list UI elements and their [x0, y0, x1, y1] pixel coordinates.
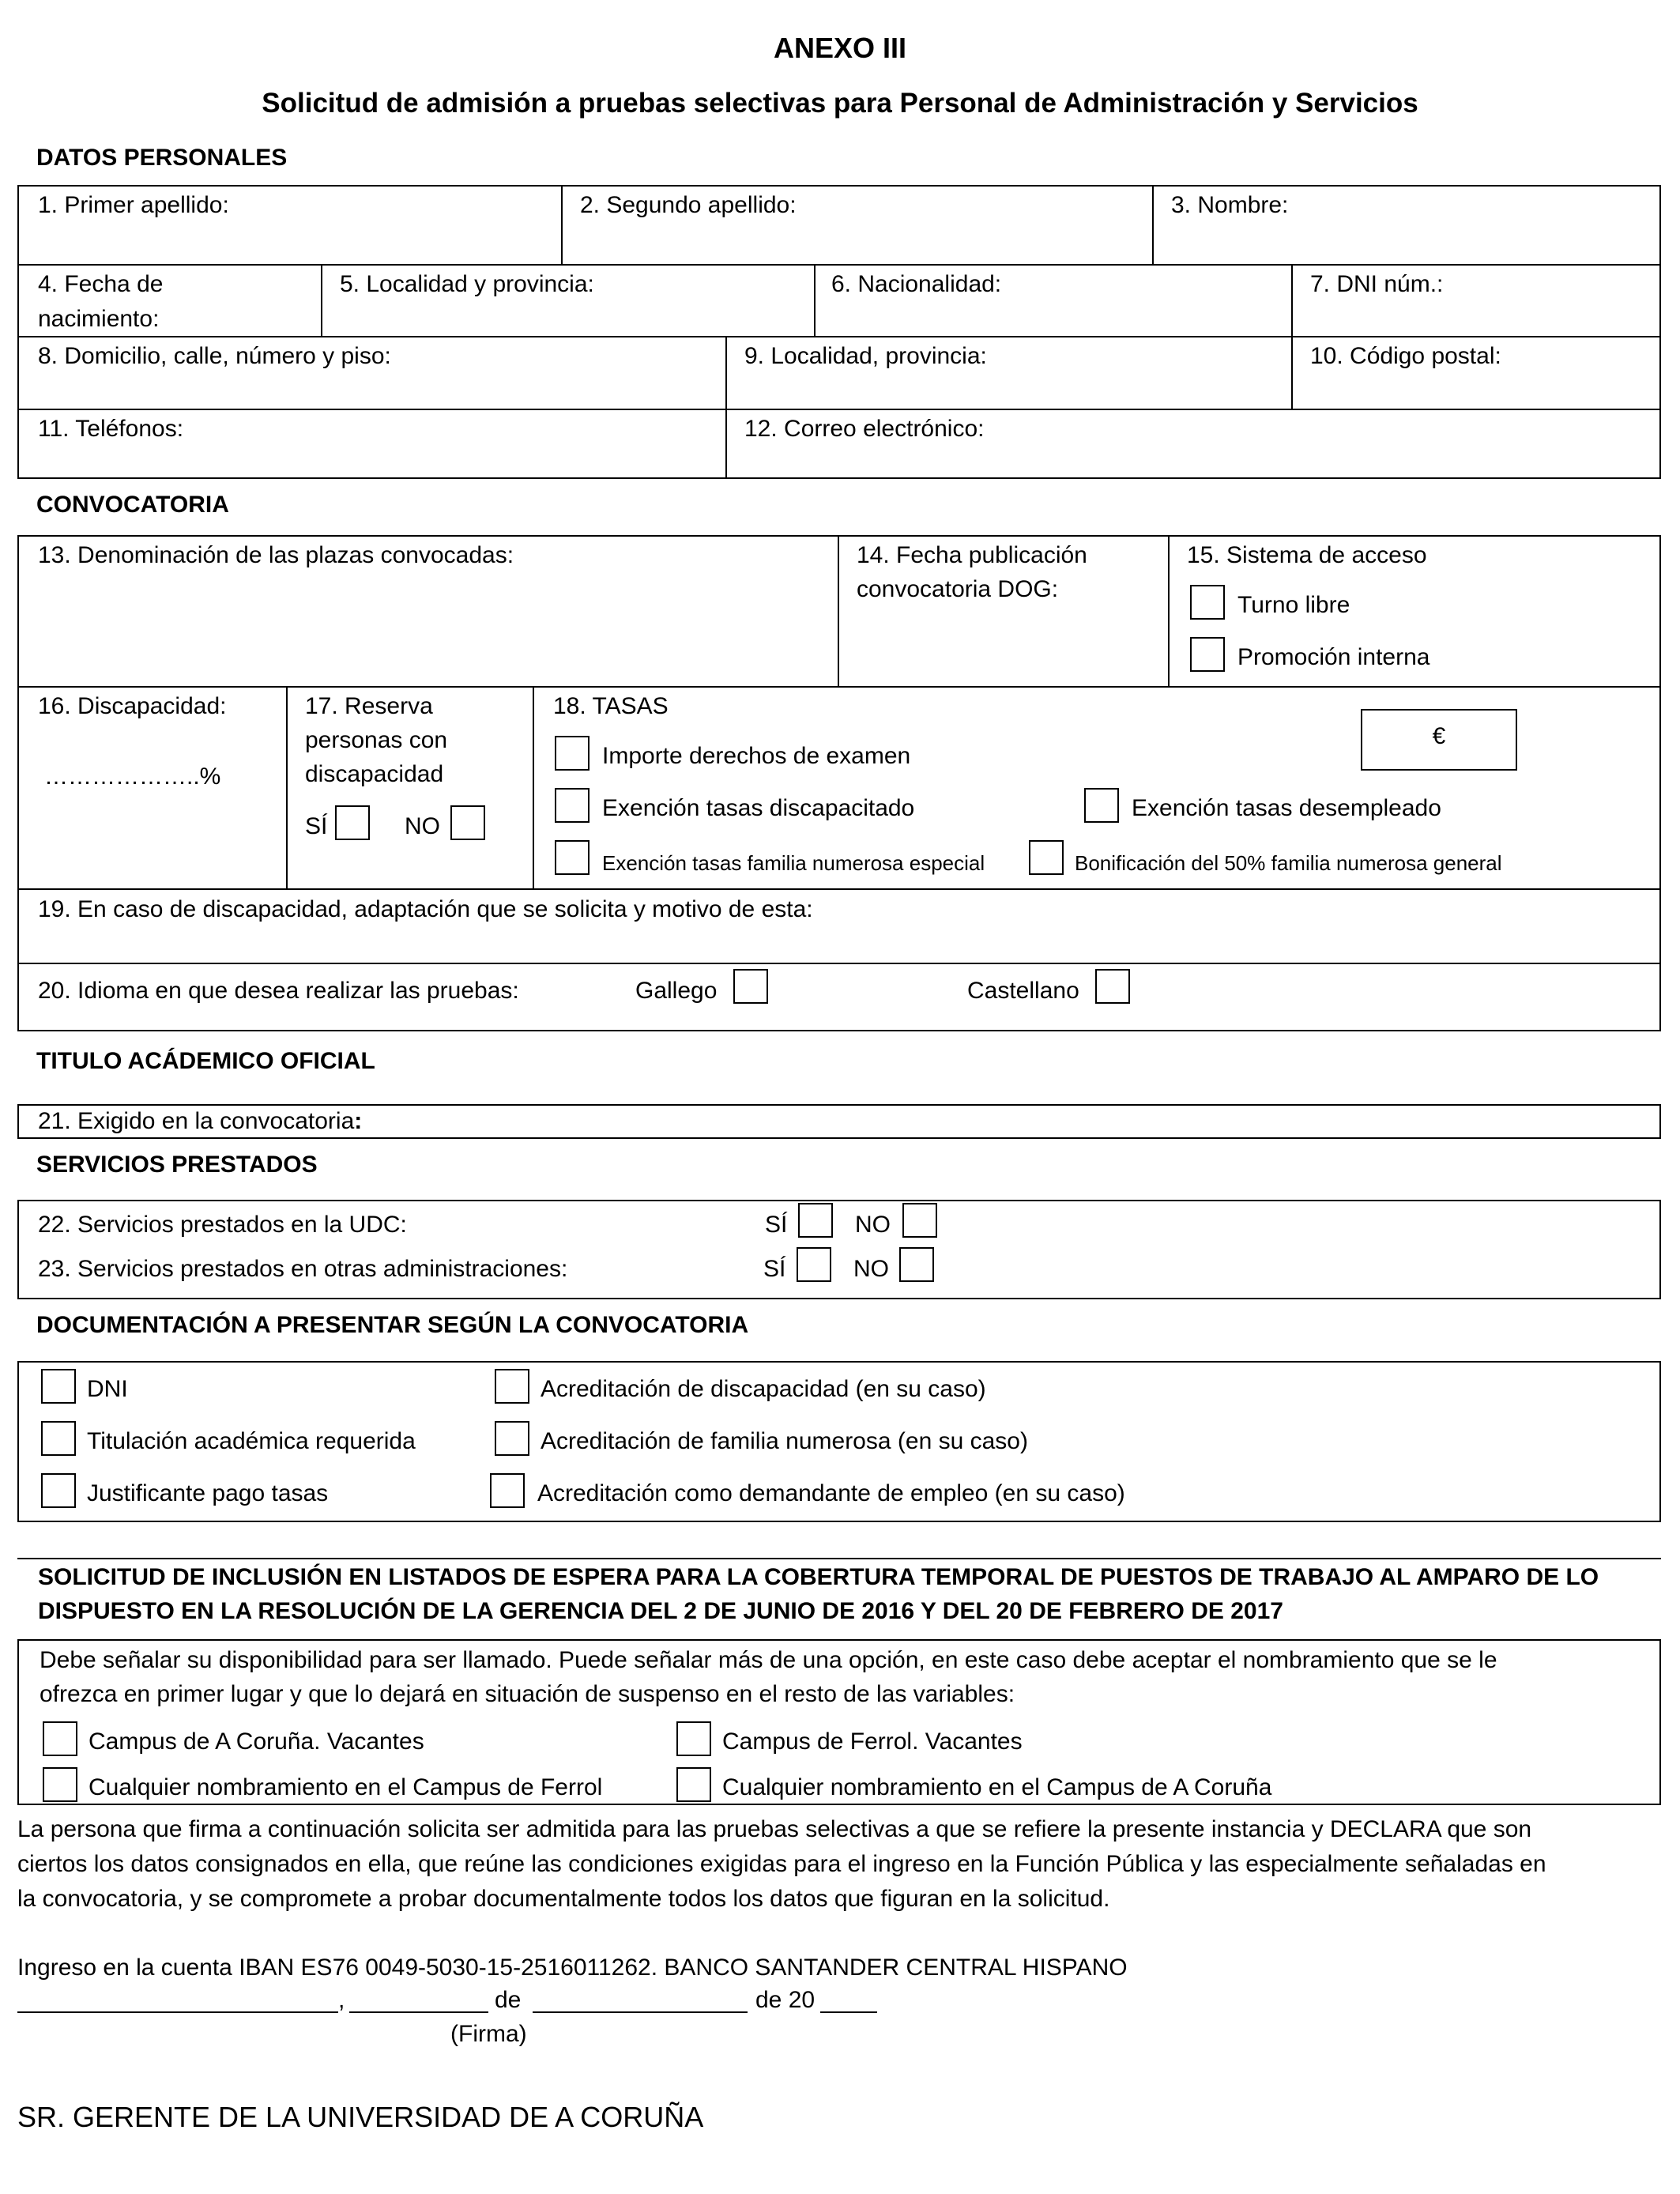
divider: [17, 888, 1661, 890]
field-required-degree[interactable]: [38, 1108, 362, 1135]
label-internal-promotion: Promoción interna: [1237, 644, 1430, 670]
label-other-yes: SÍ: [763, 1256, 786, 1282]
checkbox-doc-degree[interactable]: [41, 1421, 76, 1456]
checkbox-doc-job-seeker[interactable]: [490, 1473, 525, 1508]
field-disability: 16. Discapacidad:: [38, 693, 227, 719]
label-exemption-disability: Exención tasas discapacitado: [602, 795, 915, 821]
divider: [17, 686, 1661, 688]
label-de-year: de 20: [755, 1987, 816, 2013]
divider: [814, 264, 816, 336]
checkbox-exemption-unemployed[interactable]: [1084, 788, 1119, 823]
divider: [561, 185, 563, 264]
label-other-no: NO: [853, 1256, 889, 1282]
declaration-text-line3: la convocatoria, y se compromete a probar documentalmente todos los datos que figuran en la solicitud.: [17, 1886, 1110, 1912]
waitlist-intro: Debe señalar su disponibilidad para ser llamado. Puede señalar más de una opción, en este caso debe aceptar el nombramiento que se le: [40, 1647, 1497, 1673]
declaration-text-line2: ciertos los datos consignados en ella, que reúne las condiciones exigidas para el ingreso en la Función Pública y las especialmente señaladas en: [17, 1851, 1546, 1877]
field-required-degree-colon: :: [354, 1108, 363, 1134]
label-udc-no: NO: [855, 1212, 891, 1238]
checkbox-galician[interactable]: [733, 969, 768, 1004]
field-required-degree-label: 21. Exigido en la convocatoria: [38, 1108, 355, 1134]
section-degree: TITULO ACÁDEMICO OFICIAL: [36, 1048, 375, 1074]
divider: [533, 686, 534, 888]
checkbox-free-turn[interactable]: [1190, 585, 1225, 620]
form-title: Solicitud de admisión a pruebas selectivas para Personal de Administración y Servicios: [262, 88, 1418, 119]
field-address-locality[interactable]: 9. Localidad, provincia:: [744, 343, 987, 369]
checkbox-internal-promotion[interactable]: [1190, 637, 1225, 672]
checkbox-doc-disability[interactable]: [495, 1369, 529, 1404]
section-waitlist: SOLICITUD DE INCLUSIÓN EN LISTADOS DE ESPERA PARA LA COBERTURA TEMPORAL DE PUESTOS DE TRABAJO AL AMPARO DE LO: [38, 1564, 1599, 1590]
divider: [1291, 336, 1293, 409]
field-reserve-line2: personas con: [305, 727, 448, 753]
checkbox-udc-yes[interactable]: [798, 1203, 833, 1238]
annex-title: ANEXO III: [773, 32, 907, 64]
label-coruna-vacancies: Campus de A Coruña. Vacantes: [89, 1728, 424, 1755]
label-spanish: Castellano: [967, 978, 1079, 1004]
day-blank[interactable]: [349, 2011, 488, 2013]
divider: [321, 264, 322, 336]
divider: [17, 1558, 1661, 1559]
divider: [286, 686, 288, 888]
field-postal-code[interactable]: 10. Código postal:: [1310, 343, 1501, 369]
label-doc-fee-receipt: Justificante pago tasas: [87, 1480, 329, 1506]
checkbox-bonus-large-family[interactable]: [1029, 840, 1064, 875]
checkbox-spanish[interactable]: [1095, 969, 1130, 1004]
waitlist-intro-line2: ofrezca en primer lugar y que lo dejará en situación de suspenso en el resto de las variables:: [40, 1681, 1015, 1707]
declaration-text: La persona que firma a continuación solicita ser admitida para las pruebas selectivas a que se refiere la presente instancia y DECLARA que son: [17, 1816, 1532, 1842]
addressee: SR. GERENTE DE LA UNIVERSIDAD DE A CORUÑA: [17, 2101, 704, 2133]
comma: ,: [338, 1987, 345, 2013]
checkbox-exemption-disability[interactable]: [555, 788, 590, 823]
checkbox-udc-no[interactable]: [902, 1203, 937, 1238]
checkbox-ferrol-vacancies[interactable]: [676, 1721, 711, 1756]
field-dog-date[interactable]: 14. Fecha publicación: [857, 542, 1087, 568]
field-positions[interactable]: 13. Denominación de las plazas convocadas:: [38, 542, 514, 568]
field-access-system: 15. Sistema de acceso: [1187, 542, 1427, 568]
label-de: de: [495, 1987, 522, 2013]
label-udc-yes: SÍ: [765, 1212, 788, 1238]
field-phones[interactable]: 11. Teléfonos:: [38, 416, 184, 442]
label-doc-degree: Titulación académica requerida: [87, 1428, 416, 1454]
field-reserve-line3: discapacidad: [305, 761, 444, 787]
label-reserve-yes: SÍ: [305, 813, 328, 839]
checkbox-doc-fee-receipt[interactable]: [41, 1473, 76, 1508]
field-other-services: 23. Servicios prestados en otras administraciones:: [38, 1256, 568, 1282]
field-birth-date-line2: nacimiento:: [38, 306, 160, 332]
field-email[interactable]: 12. Correo electrónico:: [744, 416, 985, 442]
label-exam-fee: Importe derechos de examen: [602, 743, 911, 769]
divider: [838, 535, 839, 686]
year-blank[interactable]: [820, 2011, 877, 2013]
label-any-ferrol: Cualquier nombramiento en el Campus de Ferrol: [89, 1774, 603, 1800]
label-exemption-unemployed: Exención tasas desempleado: [1132, 795, 1441, 821]
checkbox-doc-large-family[interactable]: [495, 1421, 529, 1456]
checkbox-reserve-no[interactable]: [450, 805, 485, 840]
label-bonus-large-family: Bonificación del 50% familia numerosa general: [1075, 851, 1502, 875]
field-dni[interactable]: 7. DNI núm.:: [1310, 271, 1444, 297]
euro-symbol: €: [1432, 723, 1446, 749]
label-exemption-large-family: Exención tasas familia numerosa especial: [602, 851, 985, 875]
label-doc-job-seeker: Acreditación como demandante de empleo (en su caso): [537, 1480, 1125, 1506]
divider: [1168, 535, 1170, 686]
checkbox-any-ferrol[interactable]: [43, 1767, 77, 1802]
label-doc-dni: DNI: [87, 1376, 128, 1402]
checkbox-exam-fee[interactable]: [555, 736, 590, 771]
divider: [17, 336, 1661, 337]
field-first-surname[interactable]: 1. Primer apellido:: [38, 192, 229, 218]
label-doc-large-family: Acreditación de familia numerosa (en su caso): [541, 1428, 1028, 1454]
checkbox-other-yes[interactable]: [797, 1247, 831, 1282]
call-table: [17, 535, 1661, 1031]
divider: [17, 963, 1661, 964]
bank-account: Ingreso en la cuenta IBAN ES76 0049-5030-15-2516011262. BANCO SANTANDER CENTRAL HISPANO: [17, 1955, 1128, 1981]
checkbox-coruna-vacancies[interactable]: [43, 1721, 77, 1756]
field-reserve: 17. Reserva: [305, 693, 433, 719]
field-disability-percent[interactable]: ………………..%: [44, 763, 221, 790]
checkbox-doc-dni[interactable]: [41, 1369, 76, 1404]
field-dog-date-line2: convocatoria DOG:: [857, 576, 1059, 602]
field-fees: 18. TASAS: [553, 693, 669, 719]
divider: [17, 264, 1661, 266]
label-galician: Gallego: [635, 978, 718, 1004]
divider: [1291, 264, 1293, 336]
divider: [1152, 185, 1154, 264]
label-any-coruna: Cualquier nombramiento en el Campus de A Coruña: [722, 1774, 1272, 1800]
field-second-surname[interactable]: 2. Segundo apellido:: [580, 192, 797, 218]
month-blank[interactable]: [533, 2011, 748, 2013]
place-blank[interactable]: [17, 2011, 338, 2013]
checkbox-exemption-large-family[interactable]: [555, 840, 590, 875]
section-personal-data: DATOS PERSONALES: [36, 145, 288, 171]
divider: [725, 336, 727, 479]
checkbox-any-coruna[interactable]: [676, 1767, 711, 1802]
field-name[interactable]: 3. Nombre:: [1171, 192, 1289, 218]
field-adaptation[interactable]: 19. En caso de discapacidad, adaptación que se solicita y motivo de esta:: [38, 896, 813, 922]
checkbox-other-no[interactable]: [899, 1247, 934, 1282]
label-reserve-no: NO: [405, 813, 440, 839]
label-ferrol-vacancies: Campus de Ferrol. Vacantes: [722, 1728, 1023, 1755]
field-birth-date[interactable]: 4. Fecha de: [38, 271, 164, 297]
checkbox-reserve-yes[interactable]: [335, 805, 370, 840]
label-free-turn: Turno libre: [1237, 592, 1350, 618]
field-nationality[interactable]: 6. Nacionalidad:: [831, 271, 1002, 297]
field-udc-services: 22. Servicios prestados en la UDC:: [38, 1212, 407, 1238]
section-documents: DOCUMENTACIÓN A PRESENTAR SEGÚN LA CONVOCATORIA: [36, 1312, 749, 1338]
signature-label: (Firma): [450, 2021, 527, 2047]
field-address[interactable]: 8. Domicilio, calle, número y piso:: [38, 343, 391, 369]
section-waitlist-line2: DISPUESTO EN LA RESOLUCIÓN DE LA GERENCIA DEL 2 DE JUNIO DE 2016 Y DEL 20 DE FEBRERO DE 2017: [38, 1598, 1283, 1624]
field-language: 20. Idioma en que desea realizar las pruebas:: [38, 978, 519, 1004]
section-call: CONVOCATORIA: [36, 492, 229, 518]
label-doc-disability: Acreditación de discapacidad (en su caso): [541, 1376, 986, 1402]
divider: [17, 409, 1661, 410]
field-locality-province[interactable]: 5. Localidad y provincia:: [340, 271, 594, 297]
section-services: SERVICIOS PRESTADOS: [36, 1152, 318, 1178]
